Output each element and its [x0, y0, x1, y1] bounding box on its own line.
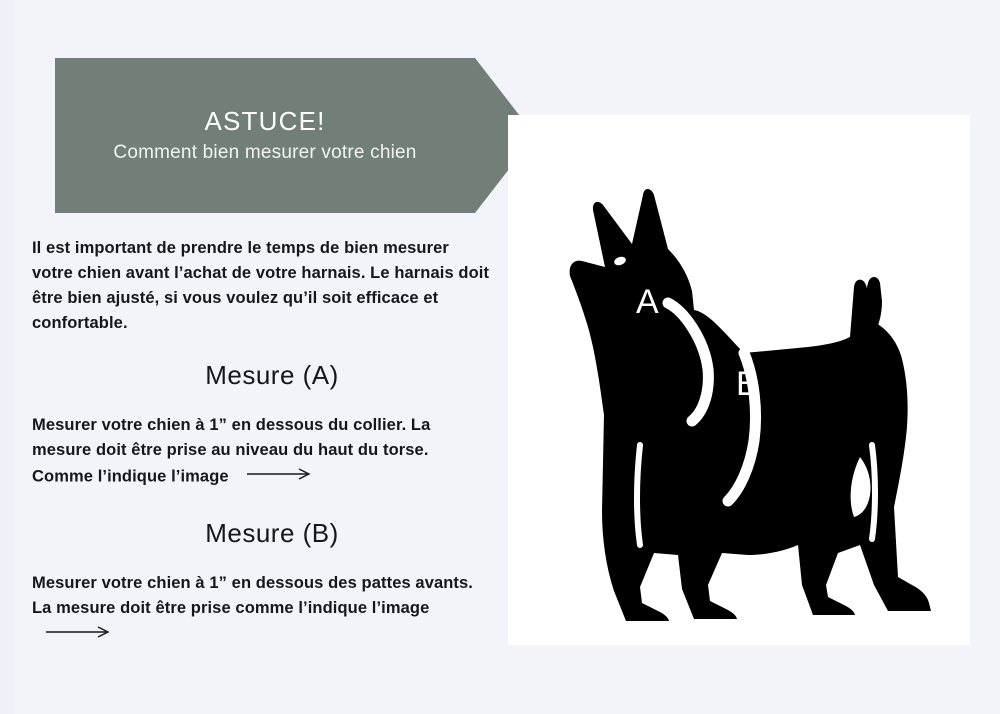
paragraph-measure-b [32, 571, 484, 649]
tip-banner [55, 58, 535, 213]
arrow-right-icon-a [247, 463, 315, 488]
paragraph-measure-b-text: Mesurer votre chien à 1” en dessous des pattes avants. La mesure doit être prise comme l’indique l’image [32, 573, 473, 617]
paragraph-measure-a-text: Mesurer votre chien à 1” en dessous du collier. La mesure doit être prise au niveau du haut du torse. Comme l’indique l’image [32, 416, 431, 486]
banner-text-block [55, 58, 475, 213]
dog-measurement-illustration [508, 115, 970, 645]
instructions-column [32, 236, 502, 649]
banner-title: ASTUCE! [204, 106, 326, 137]
left-edge-strip [0, 0, 14, 714]
arrow-right-icon-b [46, 621, 114, 646]
banner-subtitle: Comment bien mesurer votre chien [113, 141, 417, 163]
label-b: B [736, 365, 759, 403]
label-a: A [636, 283, 659, 321]
heading-measure-a: Mesure (A) [205, 360, 339, 391]
heading-measure-b: Mesure (B) [205, 517, 339, 548]
intro-paragraph: Il est important de prendre le temps de bien mesurer votre chien avant l’achat de votre harnais. Le harnais doit être bien ajusté, si vous voulez qu’il soit efficace et confortable. [32, 239, 490, 333]
paragraph-measure-a [32, 413, 492, 491]
